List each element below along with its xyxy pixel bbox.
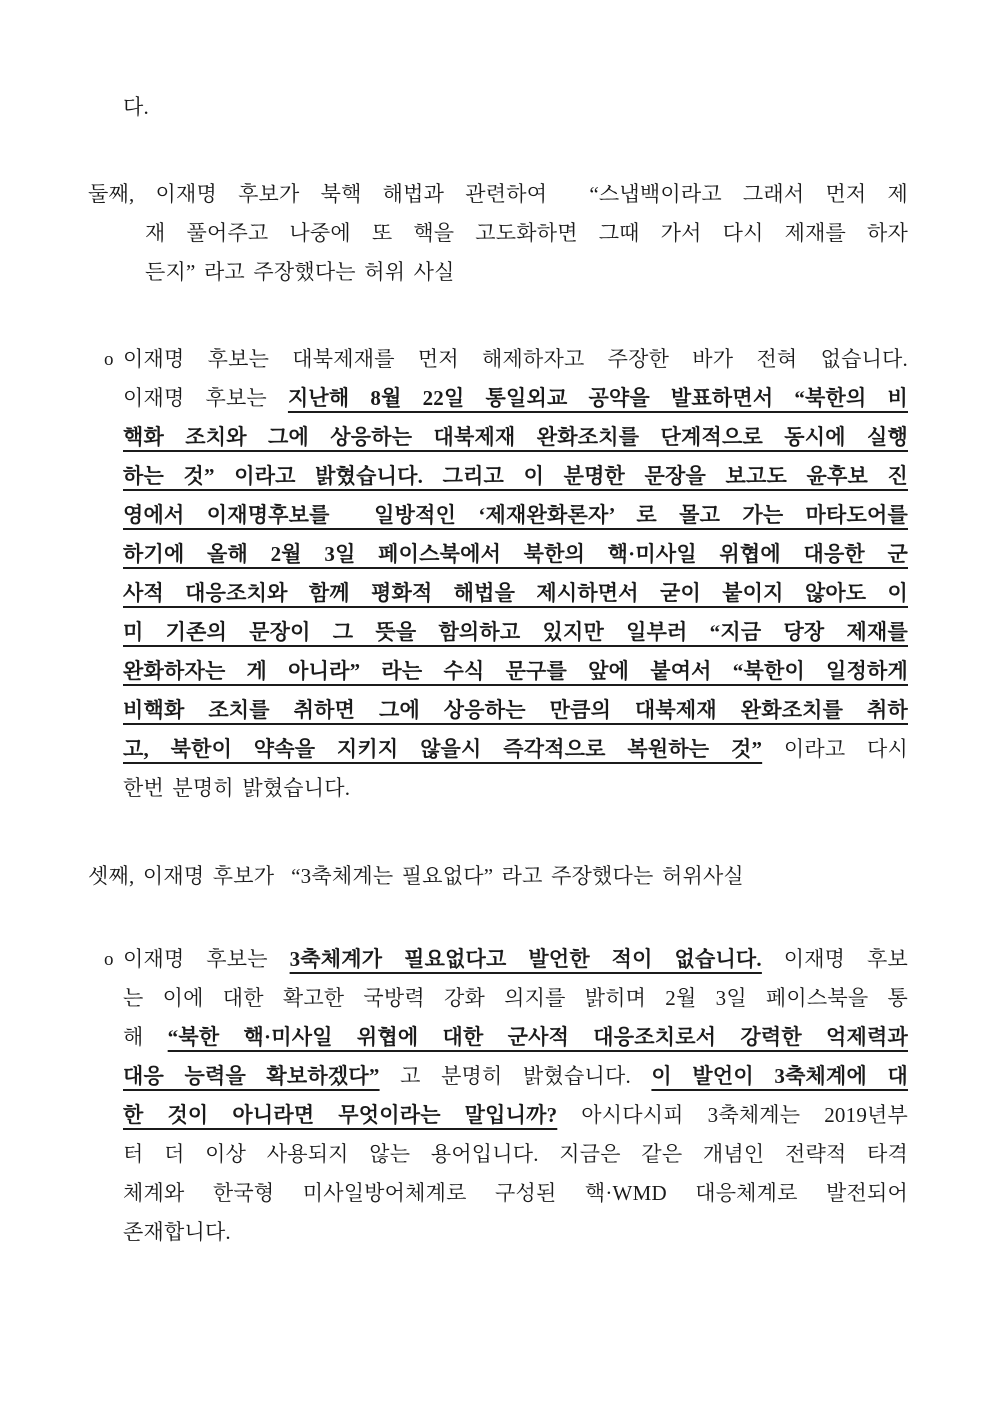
text-line: [88, 857, 908, 896]
text-line: [123, 652, 908, 691]
text-line: [123, 1174, 908, 1213]
text-line: [123, 496, 908, 535]
text-segment: 이재명 후보: [761, 947, 908, 971]
emphasis-segment: 한 것이 아니라면 무엇이라는 말입니까?: [123, 1103, 558, 1127]
text-line: [123, 1213, 908, 1252]
section-two-heading: [88, 175, 908, 292]
section-three-heading: [88, 857, 908, 896]
text-line: [145, 214, 908, 253]
text-segment: 둘째, 이재명 후보가 북핵 해법과 관련하여 “스냅백이라고 그래서 먼저 제: [88, 182, 908, 206]
text-line: [123, 1135, 908, 1174]
text-segment: 아시다시피 3축체계는 2019년부: [557, 1103, 908, 1127]
text-line: [123, 457, 908, 496]
text-segment: 체계와 한국형 미사일방어체계로 구성된 핵·WMD 대응체계로 발전되어: [123, 1181, 908, 1205]
text-segment: 한번 분명히 밝혔습니다.: [123, 776, 351, 800]
text-line: [123, 1057, 908, 1096]
text-line: [123, 418, 908, 457]
emphasis-segment: 지난해 8월 22일 통일외교 공약을 발표하면서 “북한의 비: [287, 386, 908, 410]
text-line: [123, 574, 908, 613]
text-segment: 다.: [123, 95, 149, 119]
text-line: [123, 769, 908, 808]
emphasis-segment: 하는 것” 이라고 밝혔습니다. 그리고 이 분명한 문장을 보고도 윤후보 진: [123, 464, 908, 488]
text-line: [123, 535, 908, 574]
text-line: [104, 940, 908, 979]
emphasis-segment: 3축체계가 필요없다고 발언한 적이 없습니다.: [289, 947, 762, 971]
text-line: [123, 379, 908, 418]
text-line: [123, 613, 908, 652]
emphasis-segment: 핵화 조치와 그에 상응하는 대북제재 완화조치를 단계적으로 동시에 실행: [123, 425, 908, 449]
emphasis-segment: 비핵화 조치를 취하면 그에 상응하는 만큼의 대북제재 완화조치를 취하: [123, 698, 908, 722]
emphasis-segment: 미 기존의 문장이 그 뜻을 함의하고 있지만 일부러 “지금 당장 제재를: [123, 620, 908, 644]
emphasis-segment: 사적 대응조치와 함께 평화적 해법을 제시하면서 굳이 붙이지 않아도 이: [123, 581, 908, 605]
section-two-body: [104, 340, 908, 808]
section-three-body: [104, 940, 909, 1252]
text-segment: 는 이에 대한 확고한 국방력 강화 의지를 밝히며 2월 3일 페이스북을 통: [123, 986, 908, 1010]
text-line: [104, 340, 908, 379]
text-line: [123, 730, 908, 769]
text-line: [123, 691, 908, 730]
text-line: [123, 979, 908, 1018]
text-segment: 이라고 다시: [762, 737, 908, 761]
text-segment: 재 풀어주고 나중에 또 핵을 고도화하면 그때 가서 다시 제재를 하자: [145, 221, 908, 245]
bullet-marker: o: [104, 349, 114, 370]
text-segment: 셋째, 이재명 후보가 “3축체계는 필요없다” 라고 주장했다는 허위사실: [88, 864, 744, 888]
bullet-marker: o: [104, 949, 114, 970]
text-line: [123, 1018, 908, 1057]
text-segment: 존재합니다.: [123, 1220, 231, 1244]
text-segment: 고 분명히 밝혔습니다.: [379, 1064, 652, 1088]
emphasis-segment: “북한 핵·미사일 위협에 대한 군사적 대응조치로서 강력한 억제력과: [167, 1025, 908, 1049]
emphasis-segment: 하기에 올해 2월 3일 페이스북에서 북한의 핵·미사일 위협에 대응한 군: [123, 542, 908, 566]
text-segment: 이재명 후보는 대북제재를 먼저 해제하자고 주장한 바가 전혀 없습니다.: [123, 347, 908, 371]
text-segment: 터 더 이상 사용되지 않는 용어입니다. 지금은 같은 개념인 전략적 타격: [123, 1142, 908, 1166]
closing-line-previous-paragraph: [123, 88, 908, 127]
emphasis-segment: 영에서 이재명후보를 일방적인 ‘제재완화론자’ 로 몰고 가는 마타도어를: [123, 503, 908, 527]
text-segment: 든지” 라고 주장했다는 허위 사실: [145, 260, 455, 284]
text-segment: 해: [123, 1025, 168, 1049]
text-segment: 이재명 후보는: [123, 386, 288, 410]
text-line: [123, 88, 908, 127]
text-line: [145, 253, 908, 292]
text-segment: 이재명 후보는: [123, 947, 290, 971]
text-line: [88, 175, 908, 214]
emphasis-segment: 고, 북한이 약속을 지키지 않을시 즉각적으로 복원하는 것”: [123, 737, 763, 761]
emphasis-segment: 대응 능력을 확보하겠다”: [123, 1064, 380, 1088]
text-line: [123, 1096, 908, 1135]
emphasis-segment: 완화하자는 게 아니라” 라는 수식 문구를 앞에 붙여서 “북한이 일정하게: [123, 659, 908, 683]
emphasis-segment: 이 발언이 3축체계에 대: [651, 1064, 909, 1088]
